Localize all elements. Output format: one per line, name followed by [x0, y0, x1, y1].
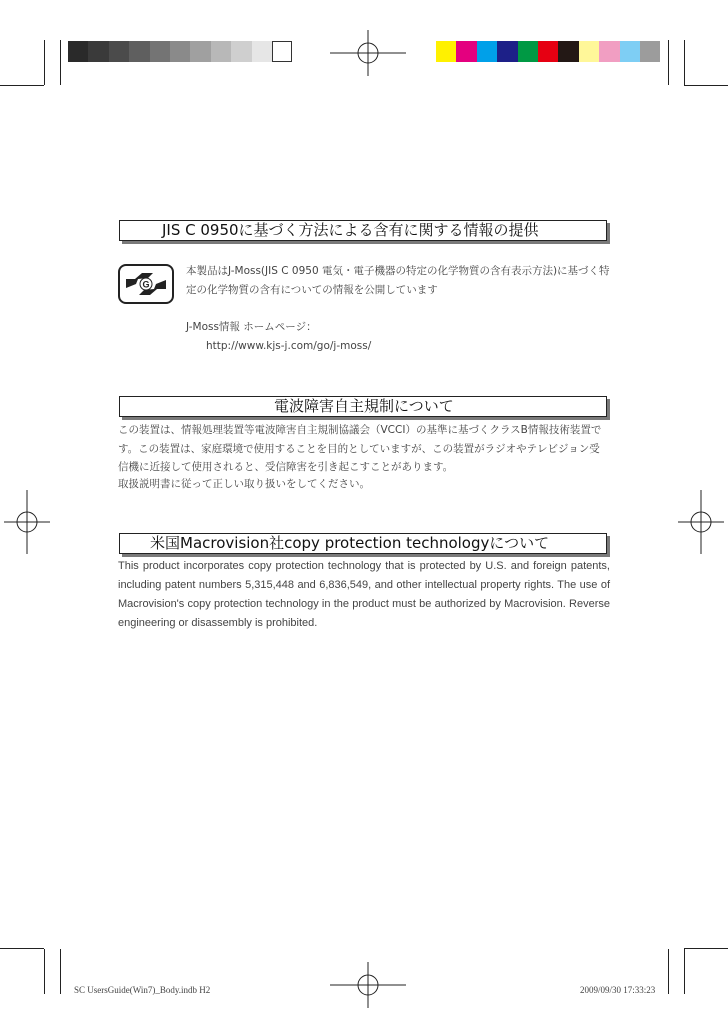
heading-text: 電波障害自主規制について — [274, 397, 454, 415]
jmoss-url-link[interactable]: http://www.kjs-j.com/go/j-moss/ — [206, 340, 372, 352]
section-heading-vcci — [119, 396, 607, 417]
color-swatch — [150, 41, 170, 62]
color-swatch — [170, 41, 190, 62]
vcci-instruction: 取扱説明書に従って正しい取り扱いをしてください。 — [118, 478, 370, 490]
jmoss-homepage-label: J-Moss情報 ホームページ： — [186, 321, 317, 333]
grayscale-bar — [68, 41, 292, 62]
crop-mark — [0, 85, 44, 86]
crop-mark — [44, 40, 45, 85]
color-swatch — [129, 41, 149, 62]
color-swatch — [252, 41, 272, 62]
color-swatch — [620, 41, 640, 62]
color-swatch — [599, 41, 619, 62]
crop-mark — [668, 40, 669, 85]
color-swatch — [436, 41, 456, 62]
registration-mark-icon — [4, 490, 50, 554]
crop-mark — [668, 949, 669, 994]
footer-filename: SC UsersGuide(Win7)_Body.indb H2 — [74, 985, 211, 995]
color-swatch — [579, 41, 599, 62]
color-swatch — [109, 41, 129, 62]
crop-mark — [684, 949, 685, 994]
crop-mark — [684, 948, 728, 949]
macrovision-notice: This product incorporates copy protection technology that is protected by U.S. and foreign patents, including patent numbers 5,315,448 and 6,836,549, and other intellectual property rights. The use of Macrovision's copy protection technology in the product must be authorized by Macrovision. Reverse engineering or disassembly is prohibited. — [118, 560, 610, 629]
crop-mark — [60, 949, 61, 994]
section-heading-macrovision — [119, 533, 607, 554]
color-swatch — [190, 41, 210, 62]
registration-mark-icon — [330, 962, 406, 1008]
color-swatch — [518, 41, 538, 62]
section-heading-jmoss — [119, 220, 607, 241]
color-bar — [436, 41, 660, 62]
crop-mark — [0, 948, 44, 949]
heading-text: JIS C 0950に基づく方法による含有に関する情報の提供 — [162, 221, 539, 239]
crop-mark — [684, 40, 685, 85]
color-swatch — [538, 41, 558, 62]
color-swatch — [272, 41, 292, 62]
color-swatch — [497, 41, 517, 62]
color-swatch — [68, 41, 88, 62]
logo-letter: G — [142, 279, 150, 290]
crop-mark — [60, 40, 61, 85]
vcci-notice: この装置は、情報処理装置等電波障害自主規制協議会（VCCI）の基準に基づくクラスB情報技術装置です。この装置は、家庭環境で使用することを目的としていますが、この装置がラジオやテレビジョン受信機に近接して使用されると、受信障害を引き起こすことがあります。 — [118, 424, 602, 473]
color-swatch — [477, 41, 497, 62]
color-swatch — [88, 41, 108, 62]
footer-timestamp: 2009/09/30 17:33:23 — [580, 985, 656, 995]
heading-text: 米国Macrovision社copy protection technologyについて — [150, 534, 550, 552]
color-swatch — [211, 41, 231, 62]
jmoss-description: 本製品はJ-Moss(JIS C 0950 電気・電子機器の特定の化学物質の含有表示方法)に基づく特定の化学物質の含有についての情報を公開しています — [186, 265, 610, 296]
color-swatch — [640, 41, 660, 62]
registration-mark-icon — [678, 490, 724, 554]
jmoss-g-mark-icon — [118, 264, 174, 304]
color-swatch — [558, 41, 578, 62]
crop-mark — [684, 85, 728, 86]
color-swatch — [231, 41, 251, 62]
crop-mark — [44, 949, 45, 994]
registration-mark-icon — [330, 30, 406, 76]
color-swatch — [456, 41, 476, 62]
